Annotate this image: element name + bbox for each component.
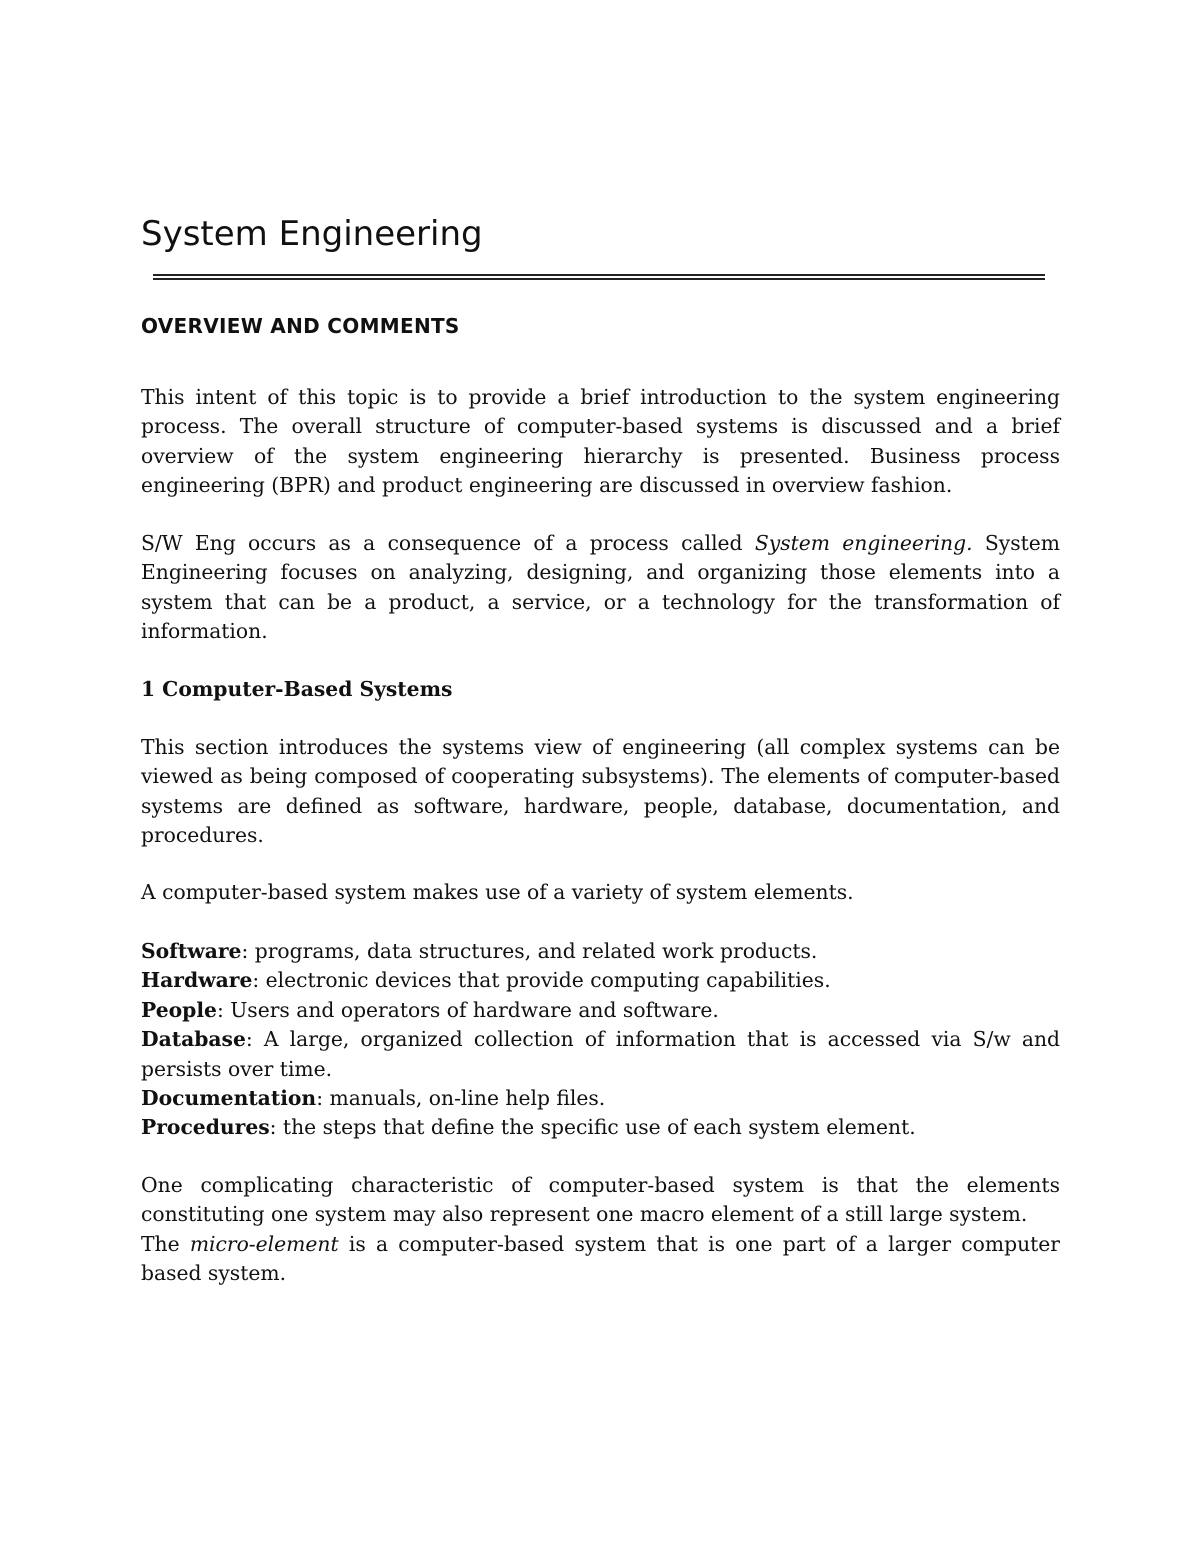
element-definition: : manuals, on-line help files. (316, 1086, 606, 1111)
swe-paragraph (141, 529, 1060, 647)
micro-paragraph-rest: is a computer-based system that is one part of a larger computer based system. (141, 1232, 1060, 1286)
system-elements-list (141, 937, 1060, 1143)
micro-paragraph-emphasis: micro-element (189, 1232, 339, 1256)
list-item (141, 966, 1060, 995)
element-definition: : electronic devices that provide computing capabilities. (252, 968, 831, 993)
list-item (141, 1113, 1060, 1142)
element-term: Procedures (141, 1115, 270, 1140)
list-item (141, 996, 1060, 1025)
list-item (141, 937, 1060, 966)
micro-element-paragraph (141, 1230, 1060, 1289)
intro-paragraph: This intent of this topic is to provide a brief introduction to the system engineering process. The overall structure of computer-based systems is discussed and a brief overview of the system engineering hierarchy is presented. Business process engineering (BPR) and product engineering are discussed in overview fashion. (141, 385, 1060, 498)
list-item (141, 1025, 1060, 1084)
list-item (141, 1084, 1060, 1113)
closing-paragraph: One complicating characteristic of computer-based system is that the elements constituting one system may also represent one macro element of a still large system. (141, 1173, 1060, 1227)
element-term: Software (141, 939, 242, 963)
swe-paragraph-emphasis: System engineering. (754, 531, 973, 555)
title-double-rule (153, 274, 1045, 280)
element-definition: : A large, organized collection of information that is accessed via S/w and persists over time. (141, 1027, 1060, 1081)
section-paragraph: This section introduces the systems view of engineering (all complex systems can be viewed as being composed of cooperating subsystems). The elements of computer-based systems are defined as software, hardware, people, database, documentation, and procedures. (141, 735, 1060, 848)
element-term: Documentation (141, 1086, 317, 1111)
element-term: People (141, 997, 217, 1022)
section-heading: 1 Computer-Based Systems (141, 677, 453, 701)
element-definition: : the steps that define the specific use of each system element. (269, 1115, 916, 1140)
element-term: Hardware (141, 968, 253, 993)
variety-sentence: A computer-based system makes use of a variety of system elements. (141, 880, 854, 904)
overview-heading: OVERVIEW AND COMMENTS (141, 314, 460, 338)
page-title: System Engineering (141, 214, 483, 254)
element-definition: : programs, data structures, and related work products. (241, 939, 818, 963)
micro-paragraph-text: The (141, 1232, 190, 1256)
element-term: Database (141, 1027, 246, 1052)
swe-paragraph-rest: System Engineering focuses on analyzing, designing, and organizing those elements into a system that can be a product, a service, or a technology for the transformation of information. (141, 531, 1060, 644)
element-definition: : Users and operators of hardware and software. (216, 997, 719, 1022)
swe-paragraph-text: S/W Eng occurs as a consequence of a process called (141, 531, 755, 555)
